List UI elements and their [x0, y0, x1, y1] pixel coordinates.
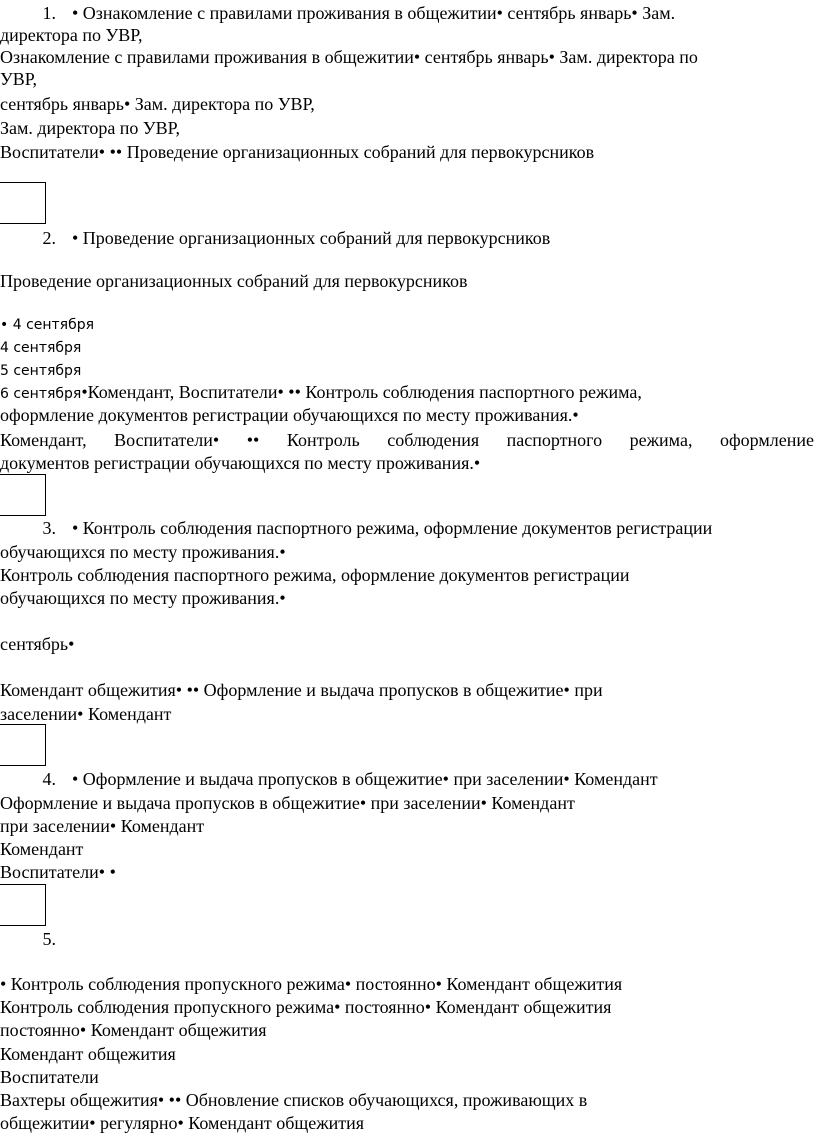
item-3-line: Контроль соблюдения паспортного режима, оформление документов регистрации [0, 565, 630, 585]
item-5-heading [0, 928, 72, 950]
item-3-line: обучающихся по месту проживания.• [0, 542, 286, 562]
empty-cell-box [0, 474, 46, 516]
item-3-heading-text: • Контроль соблюдения паспортного режима, оформление документов регистрации [72, 518, 713, 538]
item-2-line: Проведение организационных собраний для первокурсников [0, 271, 468, 291]
item-2-line: оформление документов регистрации обучающихся по месту проживания.• [0, 405, 579, 425]
item-2-date: • 4 сентября [0, 317, 95, 333]
item-5-line: Вахтеры общежития• •• Обновление списков обучающихся, проживающих в [0, 1090, 588, 1110]
item-3-line: заселении• Комендант [0, 704, 172, 724]
item-1-heading-text: • Ознакомление с правилами проживания в общежитии• сентябрь январь• Зам. [72, 3, 676, 23]
item-1-number: 1. [42, 3, 56, 23]
item-3-line: Комендант общежития• •• Оформление и выдача пропусков в общежитие• при [0, 680, 603, 700]
item-4-number: 4. [42, 769, 56, 789]
item-1-line: директора по УВР, [0, 25, 143, 45]
item-3-line: сентябрь• [0, 634, 75, 654]
item-5-line: • Контроль соблюдения пропускного режима• постоянно• Комендант общежития [0, 974, 623, 994]
item-1-line: Ознакомление с правилами проживания в общежитии• сентябрь январь• Зам. директора по [0, 47, 698, 67]
item-2-line: документов регистрации обучающихся по месту проживания.• [0, 453, 481, 473]
item-2-date-inline: 6 сентября [0, 386, 82, 402]
item-2-number: 2. [42, 228, 56, 248]
item-5-line: Воспитатели [0, 1067, 99, 1087]
item-2-date: 5 сентября [0, 363, 82, 379]
item-3-number: 3. [42, 518, 56, 538]
item-1-line: Зам. директора по УВР, [0, 118, 180, 138]
item-2-date-inline-rest: •Комендант, Воспитатели• •• Контроль соблюдения паспортного режима, [81, 382, 642, 402]
item-4-heading-text: • Оформление и выдача пропусков в общежитие• при заселении• Комендант [72, 769, 658, 789]
item-4-line: при заселении• Комендант [0, 816, 205, 836]
item-2-heading-text: • Проведение организационных собраний для первокурсников [72, 228, 551, 248]
empty-cell-box [0, 884, 46, 926]
item-4-heading [0, 768, 658, 790]
empty-cell-box [0, 724, 46, 766]
item-3-heading [0, 517, 712, 539]
item-5-number: 5. [42, 929, 56, 949]
item-5-line: общежитии• регулярно• Комендант общежития [0, 1113, 365, 1133]
empty-cell-box [0, 182, 46, 224]
item-1-line: УВР, [0, 69, 38, 89]
item-4-line: Комендант [0, 839, 84, 859]
item-5-line: Комендант общежития [0, 1044, 176, 1064]
item-1-line: сентябрь январь• Зам. директора по УВР, [0, 94, 315, 114]
item-5-line: Контроль соблюдения пропускного режима• постоянно• Комендант общежития [0, 997, 612, 1017]
item-1-heading [0, 2, 675, 24]
item-4-line: Оформление и выдача пропусков в общежитие• при заселении• Комендант [0, 793, 575, 813]
item-4-line: Воспитатели• • [0, 862, 116, 882]
item-2-date-line [0, 381, 642, 405]
item-2-line: Комендант, Воспитатели• •• Контроль соблюдения паспортного режима, оформление [0, 430, 814, 450]
item-1-line: Воспитатели• •• Проведение организационных собраний для первокурсников [0, 142, 595, 162]
item-2-heading [0, 227, 550, 249]
item-2-date: 4 сентября [0, 340, 82, 356]
item-5-line: постоянно• Комендант общежития [0, 1020, 267, 1040]
item-3-line: обучающихся по месту проживания.• [0, 588, 286, 608]
